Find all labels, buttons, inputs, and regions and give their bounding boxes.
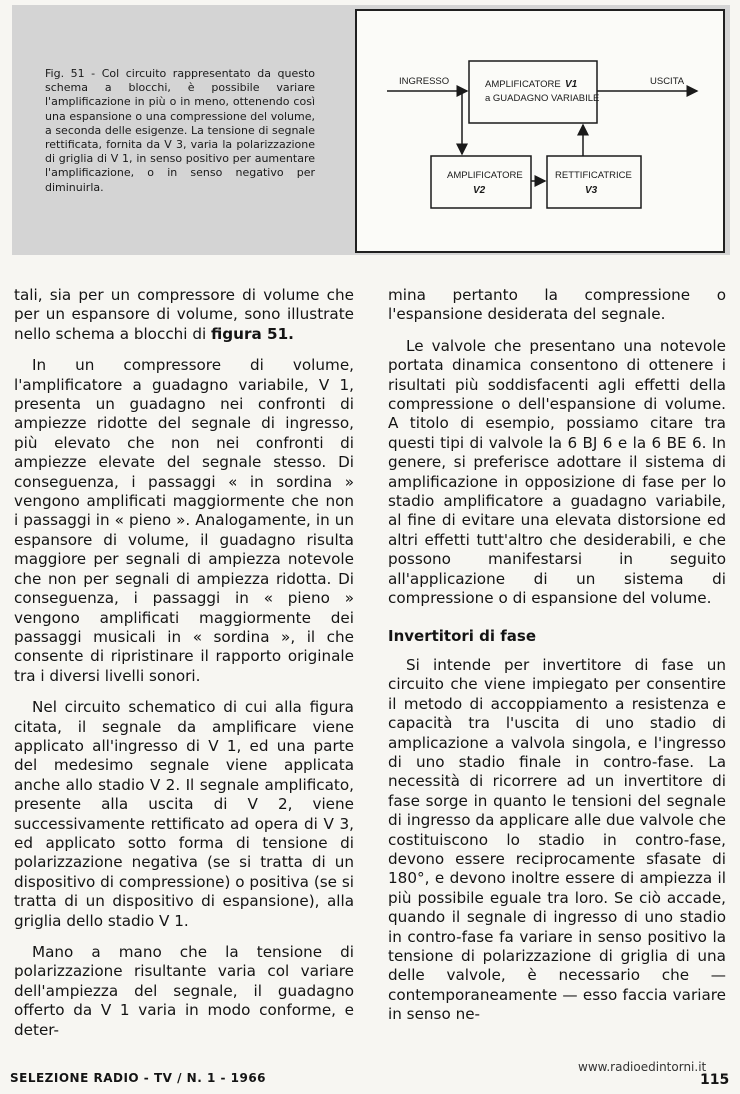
figure-reference: figura 51.	[211, 324, 294, 343]
right-paragraph-2: Le valvole che presentano una notevole portata dinamica consentono di ottenere i risultati più soddisfacenti agli effetti della compressione o dell'espansione di volume. A titolo di esempio, possiamo citare tra questi tipi di valvole la 6 BJ 6 e la 6 BE 6. In genere, si preferisce adottare il sistema di amplificazione in opposizione di fase per lo stadio amplificatore a guadagno variabile, al fine di evitare una elevata distorsione ed altri effetti tutt'altro che desiderabili, e che possono manifestarsi in seguito all'applicazione di un sistema di compressione o di espansione del volume.	[388, 336, 726, 608]
block1-valve: V1	[565, 79, 578, 90]
right-paragraph-3: Si intende per invertitore di fase un circuito che viene impiegato per consentire il metodo di accoppiamento a resistenza e capacità tra l'uscita di uno stadio di amplicazione a valvola singola, e l'ingresso di uno stadio finale in contro-fase. La necessità di ricorrere ad un invertitore di fase sorge in quanto le tensioni del segnale di ingresso da applicare alle due valvole che costituiscono lo stadio in contro-fase, devono essere reciprocamente sfasate di 180°, e devono inoltre essere di ampiezza il più possibile eguale tra loro. Se ciò accade, quando il segnale di ingresso di uno stadio in contro-fase fa variare in senso positivo la tensione di polarizzazione di griglia di una delle valvole, è necessario che — contemporaneamente — esso faccia variare in senso ne-	[388, 655, 726, 1024]
left-paragraph-2: In un compressore di volume, l'amplificatore a guadagno variabile, V 1, presenta un guadagno nei confronti di ampiezze ridotte del segnale di ingresso, più elevato che non nei confronti di ampiezze elevate del segnale stesso. Di conseguenza, i passaggi « in sordina » vengono amplificati maggiormente che non i passaggi in « pieno ». Analogamente, in un espansore di volume, il guadagno risulta maggiore per segnali di ampiezza notevole che non per segnali di ampiezza ridotta. Di conseguenza, i passaggi in « pieno » vengono amplificati maggiormente dei passaggi musicali in « sordina », il che consente di ripristinare il rapporto originale tra i diversi livelli sonori.	[14, 356, 354, 685]
block-rectifier-v3	[547, 156, 641, 208]
website-watermark: www.radioedintorni.it	[578, 1060, 707, 1074]
block3-valve: V3	[585, 185, 598, 196]
block-amplifier-v2	[431, 156, 531, 208]
block2-label: AMPLIFICATORE	[447, 170, 523, 181]
figure-caption: Fig. 51 - Col circuito rappresentato da questo schema a blocchi, è possibile variare l'amplificazione in più o in meno, ottenendo così una espansione o una compressione del volume, a seconda delle esigenze. La tensione di segnale rettificata, fornita da V 3, varia la polarizzazione di griglia di V 1, in senso positivo per aumentare l'amplificazione, o in senso negativo per diminuirla.	[45, 67, 315, 194]
block-diagram-svg	[357, 11, 723, 251]
block-amplifier-v1	[469, 61, 600, 123]
output-label: USCITA	[650, 76, 685, 87]
left-paragraph-1: tali, sia per un compressore di volume che per un espansore di volume, sono illustrate nello schema a blocchi di figura 51.	[14, 286, 354, 343]
left-paragraph-4: Mano a mano che la tensione di polarizzazione risultante varia col variare dell'ampiezza del segnale, il guadagno offerto da V 1 varia in modo conforme, e deter-	[14, 943, 354, 1039]
block-diagram	[355, 9, 725, 253]
block1-sublabel: a GUADAGNO VARIABILE	[485, 93, 600, 104]
block3-label: RETTIFICATRICE	[555, 170, 632, 181]
publication-footer: SELEZIONE RADIO - TV / N. 1 - 1966	[10, 1071, 267, 1085]
section-heading: Invertitori di fase	[388, 626, 537, 645]
right-paragraph-1: mina pertanto la compressione o l'espansione desiderata del segnale.	[388, 286, 726, 324]
input-label: INGRESSO	[399, 76, 450, 87]
left-column	[14, 286, 354, 1052]
block2-valve: V2	[473, 185, 486, 196]
page-number: 115	[700, 1072, 730, 1088]
left-paragraph-3: Nel circuito schematico di cui alla figura citata, il segnale da amplificare viene applicato all'ingresso di V 1, ed una parte del medesimo segnale viene applicata anche allo stadio V 2. Il segnale amplificato, presente alla uscita di V 2, viene successivamente rettificato ad opera di V 3, ed applicato sotto forma di tensione di polarizzazione negativa (se si tratta di un dispositivo di compressione) o positiva (se si tratta di un dispositivo di espansione), alla griglia dello stadio V 1.	[14, 698, 354, 930]
right-column	[388, 286, 726, 1037]
block1-label: AMPLIFICATORE	[485, 79, 561, 90]
